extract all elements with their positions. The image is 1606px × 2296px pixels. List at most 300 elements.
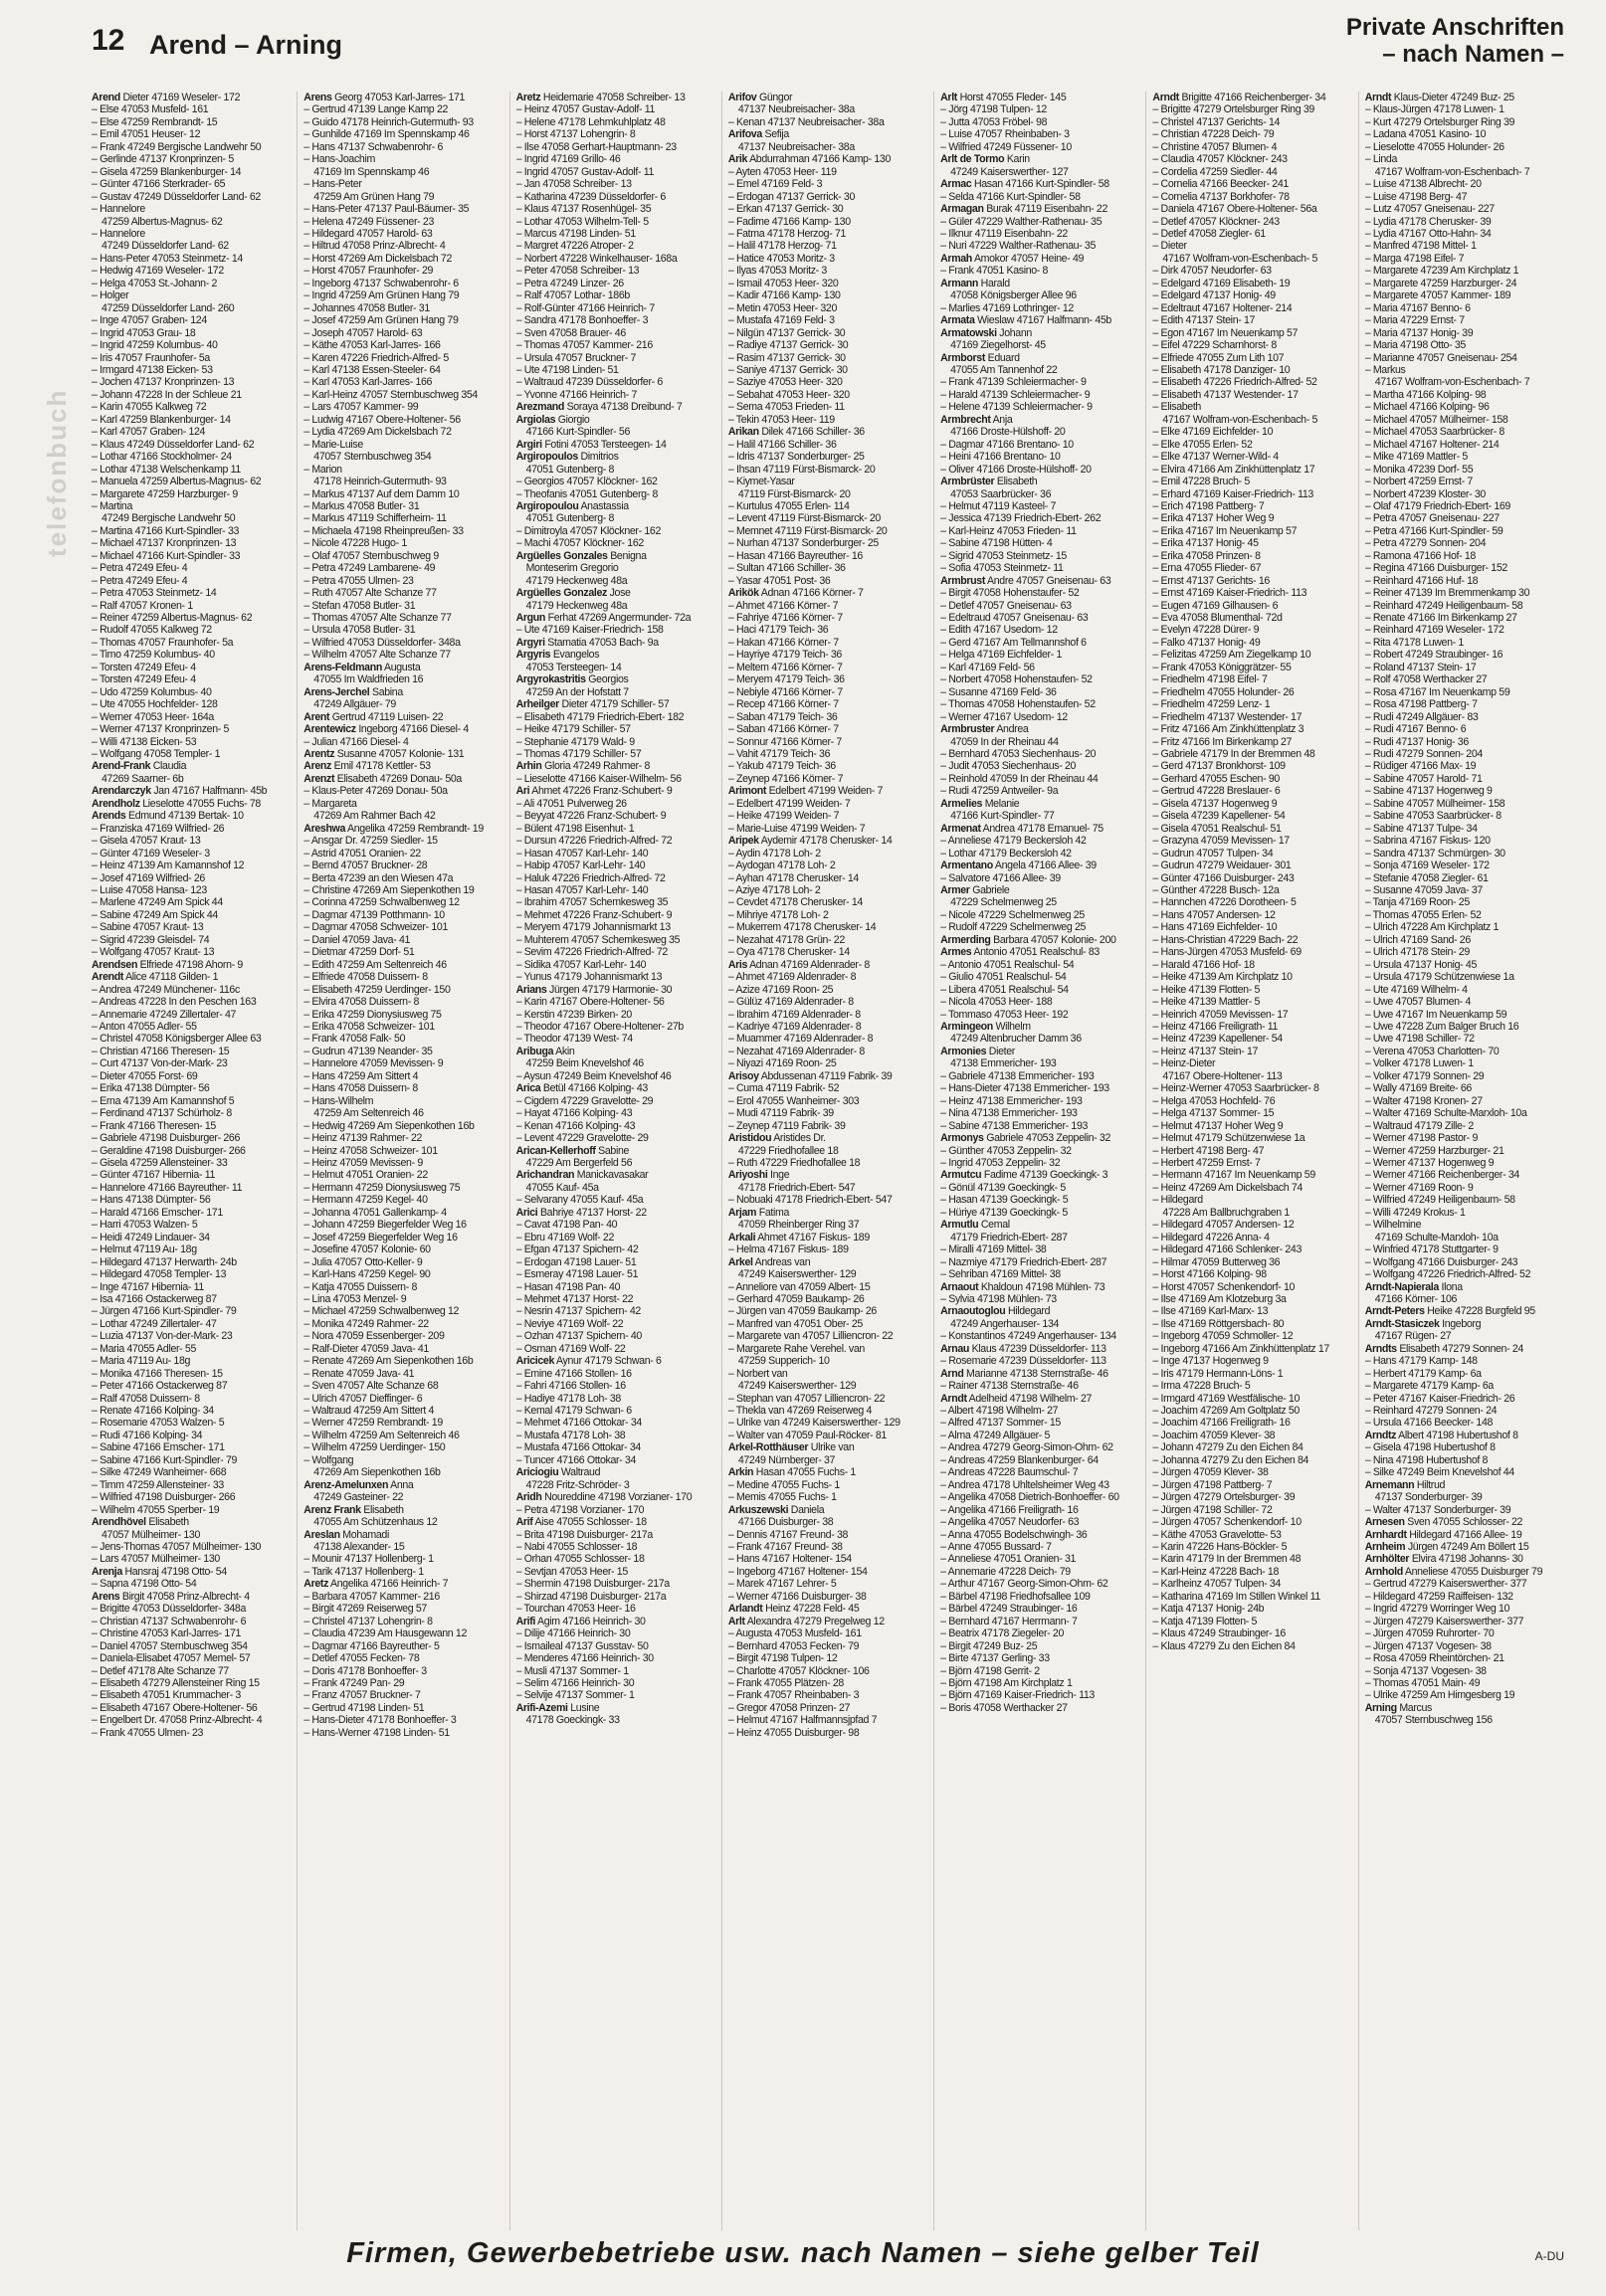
entry-details: – Ali 47051 Pulverweg 26 [515, 797, 627, 810]
entry-details: – Heini 47166 Brentano- 10 [940, 451, 1061, 464]
entry-details: Akin [555, 1045, 575, 1057]
directory-entry [516, 1232, 715, 1244]
directory-entry [940, 946, 1139, 958]
entry-details: – Mike 47169 Mattler- 5 [1364, 451, 1468, 464]
directory-entry [728, 946, 927, 958]
entry-details: – Gerhard 47059 Baukamp- 26 [727, 1292, 865, 1305]
directory-entry [92, 1591, 291, 1603]
directory-entry [1365, 884, 1564, 896]
surname: Armbrüster [940, 476, 995, 488]
entry-details: – Nuri 47229 Walther-Rathenau- 35 [940, 240, 1097, 253]
entry-details: – Thomas 47057 Kammer- 216 [515, 339, 653, 352]
directory-entry [92, 711, 291, 723]
entry-details: Elfriede 47198 Ahorn- 9 [139, 958, 243, 971]
entry-details: Hiltrud [1416, 1478, 1446, 1491]
entry-details: Anna [390, 1478, 414, 1491]
surname: Arnhold [1364, 1565, 1403, 1578]
entry-details: – Ulrich 47169 Sand- 26 [1364, 933, 1471, 946]
directory-entry [1365, 1157, 1564, 1169]
directory-entry [728, 1145, 927, 1157]
directory-entry [303, 1095, 502, 1107]
directory-entry [1365, 1368, 1564, 1380]
surname: Arnaout [940, 1280, 979, 1293]
directory-entry [516, 401, 715, 413]
entry-details: – Lothar 47179 Beckersloh 42 [940, 847, 1072, 860]
directory-entry [516, 1529, 715, 1541]
entry-details: – Luise 47058 Hansa- 123 [92, 884, 207, 896]
entry-details: – Beatrix 47178 Ziegeler- 20 [940, 1627, 1065, 1640]
directory-entry [1365, 352, 1564, 364]
entry-details: – Musli 47137 Sommer- 1 [515, 1664, 629, 1677]
directory-entry [940, 662, 1139, 673]
surname: Arens-Feldmann [303, 661, 382, 673]
entry-details: – Hannelore [92, 227, 145, 240]
entry-details: – Petra 47249 Efeu- 4 [92, 574, 188, 587]
directory-entry [516, 1169, 715, 1181]
directory-entry [1365, 1070, 1564, 1082]
entry-details: – Fritz 47166 Im Birkenkamp 27 [1152, 735, 1293, 748]
entry-details: – Heinz 47139 Am Kamannshof 12 [92, 860, 245, 872]
entry-details: 47053 Saarbrücker- 36 [950, 487, 1052, 500]
directory-entry [92, 153, 291, 165]
entry-details: – Edelgard 47137 Honig- 49 [1152, 289, 1276, 302]
entry-details: 47249 Bergische Landwehr 50 [101, 512, 236, 525]
entry-details: – Norbert 47239 Kloster- 30 [1364, 487, 1486, 500]
surname: Armonies [940, 1045, 987, 1057]
directory-entry [728, 1516, 927, 1528]
directory-entry [92, 376, 291, 388]
directory-entry [728, 1194, 927, 1206]
directory-entry [516, 1689, 715, 1701]
entry-details: – Werner 47053 Heer- 164a [92, 710, 214, 723]
directory-entry [940, 872, 1139, 884]
entry-details: – Margret 47226 Atroper- 2 [515, 240, 634, 253]
directory-entry [728, 228, 927, 240]
entry-details: – Jürgen 47059 Ruhrorter- 70 [1364, 1627, 1495, 1640]
entry-details: – Karl-Heinz 47057 Sternbuschweg 354 [303, 388, 478, 401]
directory-entry [728, 302, 927, 314]
directory-entry [303, 835, 502, 847]
directory-entry [92, 302, 291, 314]
entry-details: – Lieselotte 47055 Holunder- 26 [1364, 140, 1505, 153]
entry-details: – Sebahat 47053 Heer- 320 [727, 388, 850, 401]
directory-entry [1365, 1702, 1564, 1714]
directory-entry [303, 550, 502, 562]
directory-entry [1152, 1169, 1351, 1181]
directory-entry [92, 1305, 291, 1317]
directory-entry [1365, 203, 1564, 215]
surname: Armac [940, 178, 972, 191]
entry-details: – Theodor 47167 Obere-Holtener- 27b [515, 1020, 684, 1033]
entry-details: – Rudolf 47229 Schelmenweg 25 [940, 921, 1087, 934]
entry-details: – Anton 47055 Adler- 55 [92, 1020, 197, 1033]
directory-entry [92, 896, 291, 908]
entry-details: – Annemarie 47228 Deich- 79 [940, 1565, 1071, 1578]
directory-entry [1365, 1516, 1564, 1528]
entry-details: – Gisela 47259 Allensteiner- 33 [92, 1156, 228, 1169]
directory-entry [92, 500, 291, 512]
directory-entry [1152, 1591, 1351, 1603]
entry-details: – Lothar 47249 Zillertaler- 47 [92, 1317, 217, 1330]
directory-entry [1365, 748, 1564, 760]
entry-details: – Sigrid 47053 Steinmetz- 15 [940, 549, 1067, 562]
entry-details: 47179 Heckenweg 48a [525, 599, 628, 612]
entry-details: – Ursula 47137 Honig- 45 [1364, 958, 1478, 971]
directory-entry [92, 1652, 291, 1664]
entry-details: – Horst 47166 Kolping- 98 [1152, 1268, 1267, 1281]
entry-details: – Ralf 47057 Lothar- 186b [515, 289, 630, 302]
directory-entry [728, 760, 927, 772]
entry-details: – Joseph 47057 Harold- 63 [303, 326, 423, 339]
directory-entry [516, 103, 715, 115]
entry-details: – Horst 47269 Am Dickelsbach 72 [303, 252, 453, 265]
entry-details: – Lothar 47053 Wilhelm-Tell- 5 [515, 215, 649, 228]
entry-details: Aynur 47179 Schwan- 6 [556, 1355, 662, 1368]
entry-details: – Albert 47198 Wilhelm- 27 [940, 1405, 1059, 1418]
surname: Arndtz [1364, 1429, 1397, 1441]
entry-details: – Walter van 47059 Paul-Röcker- 81 [727, 1429, 887, 1441]
directory-entry [303, 798, 502, 810]
directory-entry [1365, 1578, 1564, 1590]
directory-entry [728, 1677, 927, 1689]
entry-details: – Erika 47167 Im Neuenkamp 57 [1152, 524, 1298, 537]
directory-entry [940, 760, 1139, 772]
directory-entry [1365, 896, 1564, 908]
directory-entry [516, 773, 715, 785]
entry-details: Waltraud [560, 1466, 601, 1479]
entry-details: – Waltraud 47239 Düsseldorfer- 6 [515, 376, 663, 389]
directory-entry [1365, 141, 1564, 153]
directory-entry [516, 1107, 715, 1119]
entry-details: 47249 Kaiserswerther- 127 [950, 165, 1069, 178]
entry-details: – Uwe 47057 Blumen- 4 [1364, 996, 1471, 1009]
directory-entry [728, 896, 927, 908]
entry-details: Wieslaw 47167 Halfmann- 45b [977, 314, 1111, 327]
directory-entry [1365, 240, 1564, 252]
entry-details: – Bernhard 47053 Siechenhaus- 20 [940, 748, 1097, 761]
directory-entry [728, 103, 927, 115]
entry-details: – Meryem 47179 Teich- 36 [727, 673, 845, 686]
surname: Arenzt [303, 772, 335, 785]
entry-details: – Detlef 47057 Gneisenau- 63 [940, 599, 1072, 612]
directory-entry [1152, 1627, 1351, 1639]
directory-entry [1365, 1281, 1564, 1293]
directory-entry [1152, 600, 1351, 612]
directory-entry [1365, 1095, 1564, 1107]
directory-entry [728, 1603, 927, 1615]
entry-details: – Ulrich 47057 Dieffinger- 6 [303, 1392, 423, 1405]
directory-entry [1365, 823, 1564, 835]
directory-entry [1365, 921, 1564, 933]
directory-entry [728, 1405, 927, 1417]
directory-entry [1152, 909, 1351, 921]
entry-details: – Margareta [303, 797, 357, 810]
surname: Arifov [727, 92, 757, 103]
entry-details: – Sema 47053 Frieden- 11 [727, 401, 845, 414]
directory-entry [92, 971, 291, 983]
directory-entry [1152, 339, 1351, 351]
entry-details: 47229 Friedhofallee 18 [737, 1144, 839, 1157]
directory-entry [1365, 1194, 1564, 1206]
directory-entry [92, 1145, 291, 1157]
directory-entry [1365, 166, 1564, 178]
directory-entry [1152, 637, 1351, 649]
entry-details: – Olaf 47179 Friedrich-Ebert- 169 [1364, 499, 1510, 512]
directory-entry [1152, 439, 1351, 451]
directory-entry [1365, 512, 1564, 524]
directory-entry [728, 959, 927, 971]
entry-details: – Sabine 47138 Emmericher- 193 [940, 1119, 1089, 1132]
entry-details: – Thomas 47058 Hohenstaufen- 52 [940, 698, 1096, 711]
directory-entry [92, 191, 291, 203]
surname: Arnaoutoglou [940, 1305, 1006, 1318]
directory-entry [940, 1232, 1139, 1244]
entry-details: – Rudolf 47055 Kalkweg 72 [92, 624, 212, 637]
directory-entry [1152, 798, 1351, 810]
surname: Arkali [727, 1231, 756, 1244]
entry-details: – Fadime 47166 Kamp- 130 [727, 215, 851, 228]
entry-details: – Gerhard 47055 Eschen- 90 [1152, 772, 1280, 785]
directory-entry [303, 1714, 502, 1726]
entry-details: – Marie-Luise 47199 Weiden- 7 [727, 822, 866, 835]
entry-details: 47229 Am Bergerfeld 56 [525, 1156, 633, 1169]
entry-details: – Lieselotte 47166 Kaiser-Wilhelm- 56 [515, 772, 682, 785]
directory-entry [940, 1318, 1139, 1330]
directory-entry [728, 575, 927, 587]
entry-details: – Stefan 47058 Butler- 31 [303, 599, 416, 612]
entry-details: 47167 Rügen- 27 [1374, 1330, 1452, 1343]
directory-entry [940, 1640, 1139, 1652]
directory-entry [1365, 1491, 1564, 1503]
entry-details: – Andrea 47178 Uhltelsheimer Weg 43 [940, 1478, 1109, 1491]
entry-details: Ulrike van [810, 1441, 855, 1454]
surname: Argyris [515, 649, 551, 662]
surname: Arkin [727, 1466, 754, 1479]
directory-entry [728, 1393, 927, 1405]
entry-details: – Erika 47137 Hoher Weg 9 [1152, 512, 1275, 525]
entry-details: – Kurtulus 47055 Erlen- 114 [727, 499, 850, 512]
directory-entry [303, 1727, 502, 1739]
directory-entry [303, 1529, 502, 1541]
entry-details: 47167 Obere-Holtener- 113 [1162, 1069, 1283, 1082]
directory-entry [303, 128, 502, 140]
entry-details: Heinz 47228 Feld- 45 [765, 1603, 860, 1616]
surname: Arlandt [727, 1603, 763, 1616]
directory-entry [940, 1491, 1139, 1503]
directory-entry [1152, 314, 1351, 326]
directory-entry [303, 1293, 502, 1305]
entry-details: – Karl 47057 Graben- 124 [92, 426, 206, 439]
entry-details: – Grazyna 47059 Mevissen- 17 [1152, 835, 1290, 848]
directory-entry [1365, 1232, 1564, 1244]
entry-details: – Ingeborg 47137 Schwabenrohr- 6 [303, 277, 459, 289]
entry-details: Melanie [984, 797, 1020, 810]
directory-entry [728, 1380, 927, 1392]
entry-details: – Mehmet 47166 Ottokar- 34 [515, 1417, 642, 1430]
entry-details: – Elfriede 47055 Zum Lith 107 [1152, 351, 1285, 364]
directory-entry [940, 1021, 1139, 1033]
entry-details: – Ingeborg 47167 Holtener- 154 [727, 1565, 868, 1578]
directory-entry [1152, 760, 1351, 772]
footer-code: A-DU [1534, 2249, 1564, 2263]
directory-entry [92, 1343, 291, 1355]
entry-details: – Jutta 47053 Fröbel- 98 [940, 115, 1048, 128]
surname: Armah [940, 252, 972, 265]
entry-details: – Julian 47166 Diesel- 4 [303, 735, 409, 748]
directory-entry [516, 1293, 715, 1305]
directory-entry [1152, 1256, 1351, 1268]
entry-details: – Oya 47178 Cherusker- 14 [727, 946, 850, 959]
surname: Armerding [940, 933, 991, 946]
entry-details: – Werner 47137 Kronprinzen- 5 [92, 723, 230, 736]
entry-details: – Robert 47249 Straubinger- 16 [1364, 649, 1504, 662]
surname: Arentz [303, 748, 335, 761]
directory-entry [516, 1504, 715, 1516]
directory-entry [1365, 736, 1564, 748]
entry-details: Andrea [996, 723, 1029, 736]
entry-details: – Wilhelm 47259 Uerdinger- 150 [303, 1441, 446, 1454]
entry-details: – Werner 47167 Usedom- 12 [940, 710, 1068, 723]
entry-details: – Ingeborg 47166 Am Zinkhüttenplatz 17 [1152, 1342, 1329, 1355]
entry-details: – Else 47053 Musfeld- 161 [92, 103, 209, 116]
directory-entry [940, 512, 1139, 524]
entry-details: – Claudia 47057 Klöckner- 243 [1152, 153, 1288, 166]
directory-entry [1152, 984, 1351, 996]
directory-entry [516, 352, 715, 364]
entry-details: Fatima [758, 1206, 789, 1219]
directory-entry [516, 686, 715, 698]
entry-details: Marcus [1399, 1701, 1432, 1714]
directory-entry [940, 414, 1139, 426]
entry-details: Ingeborg [1442, 1317, 1482, 1330]
directory-entry [303, 1033, 502, 1045]
directory-entry [303, 178, 502, 190]
entry-details: – Hasan 47166 Bayreuther- 16 [727, 549, 863, 562]
entry-details: – Ingrid 47259 Kolumbus- 40 [92, 339, 218, 352]
directory-entry [940, 1120, 1139, 1132]
entry-details: – Hans-Jürgen 47053 Musfeld- 69 [1152, 946, 1302, 959]
entry-details: – Corinna 47259 Schwalbenweg 12 [303, 896, 460, 909]
entry-details: – Hasan 47198 Pan- 40 [515, 1280, 621, 1293]
directory-entry [940, 1566, 1139, 1578]
directory-entry [516, 464, 715, 476]
entry-details: – Dirk 47057 Neudorfer- 63 [1152, 265, 1272, 278]
entry-details: – Reinhard 47279 Sonnen- 24 [1364, 1405, 1498, 1418]
entry-details: – Sabine 47137 Tulpe- 34 [1364, 822, 1478, 835]
directory-entry [1365, 1057, 1564, 1069]
entry-details: – Sidika 47057 Karl-Lehr- 140 [515, 958, 647, 971]
entry-details: – Heinz 47057 Gustav-Adolf- 11 [515, 103, 656, 116]
directory-entry [940, 1219, 1139, 1231]
directory-entry [303, 946, 502, 958]
directory-entry [1365, 1343, 1564, 1355]
entry-details: – Herbert 47259 Ernst- 7 [1152, 1156, 1261, 1169]
entry-details: – Waltraud 47259 Am Sittert 4 [303, 1405, 435, 1418]
entry-details: – Markus [1364, 363, 1406, 376]
directory-entry [1152, 1529, 1351, 1541]
entry-details: – Kadir 47166 Kamp- 130 [727, 289, 841, 302]
entry-details: – Mehmet 47226 Franz-Schubert- 9 [515, 908, 673, 921]
surname: Arens [303, 92, 332, 103]
directory-entry [1365, 1566, 1564, 1578]
entry-details: – Memis 47055 Fuchs- 1 [727, 1491, 837, 1504]
entry-details: Hasan 47055 Fuchs- 1 [755, 1466, 856, 1479]
directory-entry [728, 178, 927, 190]
entry-details: – Iris 47057 Fraunhofer- 5a [92, 351, 210, 364]
directory-entry [92, 1120, 291, 1132]
directory-entry [516, 414, 715, 426]
directory-entry [303, 389, 502, 401]
directory-entry [1365, 909, 1564, 921]
entry-details: – Helma 47167 Fiskus- 189 [727, 1244, 849, 1256]
entry-details: Cemal [980, 1219, 1010, 1232]
directory-entry [516, 823, 715, 835]
entry-details: – Dursun 47226 Friedrich-Alfred- 72 [515, 835, 673, 848]
directory-entry [940, 673, 1139, 685]
entry-details: – Joachim 47166 Freiligrath- 16 [1152, 1417, 1291, 1430]
directory-entry [303, 921, 502, 933]
entry-details: – Rudi 47166 Kolping- 34 [92, 1429, 203, 1441]
entry-details: – Hildegard 47057 Harold- 63 [303, 227, 433, 240]
entry-details: – Maria 47055 Adler- 55 [92, 1342, 197, 1355]
entry-details: – Christine 47053 Karl-Jarres- 171 [92, 1627, 242, 1640]
directory-entry [303, 1652, 502, 1664]
entry-details: Elvira 47198 Johanns- 30 [1411, 1553, 1523, 1566]
directory-entry [1365, 1268, 1564, 1280]
entry-details: – Wilhelm 47057 Alte Schanze 77 [303, 649, 451, 662]
surname: Arning [1364, 1701, 1397, 1714]
entry-details: Lusine [570, 1701, 600, 1714]
entry-details: – Rosa 47167 Im Neuenkamp 59 [1364, 685, 1510, 698]
directory-entry [940, 476, 1139, 487]
entry-details: – Heinz 47139 Rahmer- 22 [303, 1132, 423, 1145]
directory-entry [92, 464, 291, 476]
entry-details: Harald [980, 277, 1010, 289]
directory-entry [516, 1244, 715, 1255]
entry-details: – Anneliese 47051 Oranien- 31 [940, 1553, 1077, 1566]
directory-entry [728, 1033, 927, 1045]
directory-entry [303, 698, 502, 710]
directory-entry [1365, 1132, 1564, 1144]
directory-entry [1365, 1665, 1564, 1677]
directory-entry [1152, 624, 1351, 636]
entry-details: – Heinz 47055 Duisburger- 98 [727, 1726, 860, 1739]
entry-details: – Erna 47055 Flieder- 67 [1152, 562, 1262, 575]
directory-entry [1365, 673, 1564, 685]
entry-details: – Nezahat 47178 Grün- 22 [727, 933, 845, 946]
entry-details: – Vahit 47179 Teich- 36 [727, 748, 831, 761]
entry-details: 47259 Düsseldorfer Land- 260 [101, 301, 235, 314]
entry-details: Sefija [764, 128, 789, 141]
entry-details: – Hans-Dieter 47178 Bonhoeffer- 3 [303, 1714, 457, 1727]
directory-entry [303, 1405, 502, 1417]
directory-entry [92, 946, 291, 958]
entry-details: – Helmut 47119 Kasteel- 7 [940, 499, 1057, 512]
directory-entry [1152, 476, 1351, 487]
entry-details: – Manuela 47259 Albertus-Magnus- 62 [92, 476, 262, 488]
entry-details: – Bernd 47057 Bruckner- 28 [303, 860, 428, 872]
directory-entry [1152, 278, 1351, 289]
entry-details: – Emil 47228 Bruch- 5 [1152, 476, 1250, 488]
surname: Arica [515, 1082, 541, 1095]
entry-details: – Regina 47166 Duisburger- 152 [1364, 562, 1507, 575]
entry-details: – Yvonne 47166 Heinrich- 7 [515, 388, 638, 401]
directory-entry [303, 339, 502, 351]
entry-details: 47249 Angerhauser- 134 [950, 1317, 1060, 1330]
directory-entry [92, 1095, 291, 1107]
directory-entry [1152, 191, 1351, 203]
entry-details: – Heinz 47166 Freiligrath- 11 [1152, 1020, 1279, 1033]
